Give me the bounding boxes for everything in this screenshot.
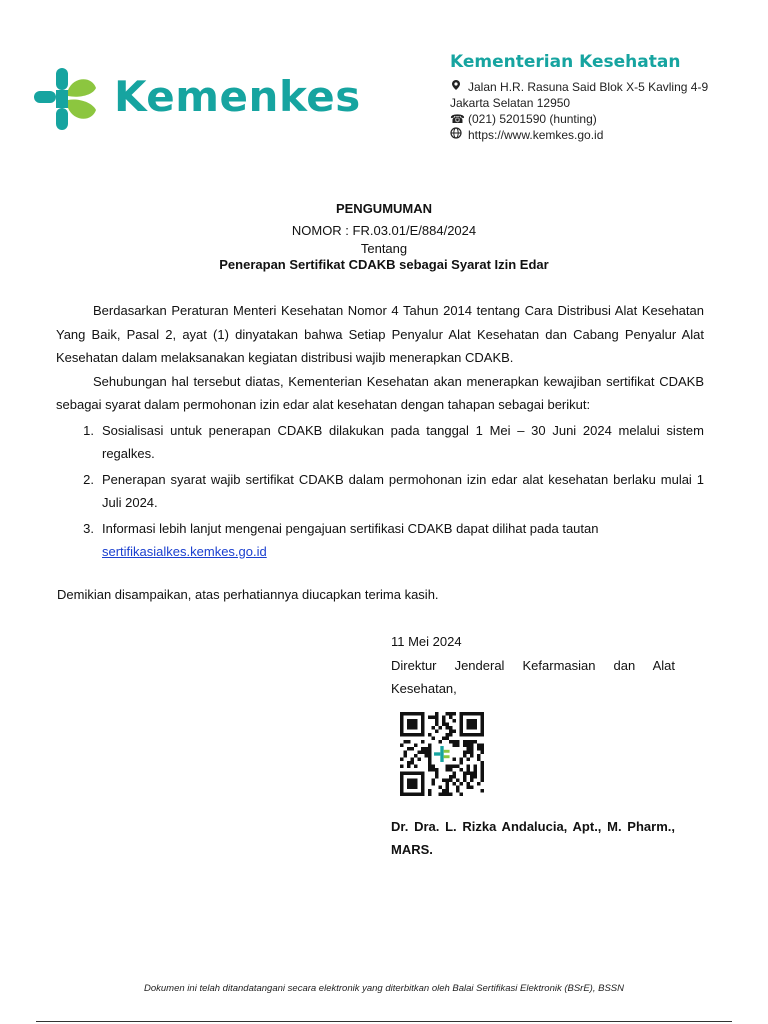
closing-statement: Demikian disampaikan, atas perhatiannya diucapkan terima kasih. — [57, 587, 439, 602]
letter-body — [56, 299, 704, 564]
address-line-2: Jakarta Selatan 12950 — [450, 96, 571, 110]
website-link[interactable]: https://www.kemkes.go.id — [468, 128, 604, 142]
list-item — [56, 419, 704, 466]
list-item — [56, 517, 704, 564]
kemenkes-logo — [34, 66, 361, 134]
steps-list — [56, 419, 704, 564]
phone-number: (021) 5201590 (hunting) — [468, 112, 597, 126]
footer-divider — [36, 1021, 732, 1022]
signature-date: 11 Mei 2024 — [391, 634, 462, 649]
list-number: 1. — [83, 422, 94, 438]
list-text: Informasi lebih lanjut mengenai pengajuan sertifikasi CDAKB dapat dilihat pada tautan — [102, 520, 599, 536]
phone-icon: ☎ — [450, 112, 465, 126]
announcement-number: NOMOR : FR.03.01/E/884/2024 — [291, 223, 477, 238]
list-text-with-link — [102, 517, 704, 564]
paragraph-2: Sehubungan hal tersebut diatas, Kementerian Kesehatan akan menerapkan kewajiban sertifikat CDAKB sebagai syarat dalam permohonan izin edar alat kesehatan dengan tahapan sebagai berikut: — [56, 373, 704, 412]
location-pin-icon — [450, 79, 468, 95]
announcement-title: PENGUMUMAN — [335, 201, 433, 216]
list-number: 3. — [83, 520, 94, 536]
qr-code-icon — [398, 712, 486, 796]
list-item — [56, 468, 704, 515]
brand-name: Kemenkes — [114, 72, 361, 121]
announcement-subject: Penerapan Sertifikat CDAKB sebagai Syarat Izin Edar — [219, 257, 549, 272]
website-row — [450, 127, 750, 143]
globe-icon — [450, 127, 468, 143]
electronic-signature-note: Dokumen ini telah ditandatangani secara elektronik yang diterbitkan oleh Balai Sertifikasi Elektronik (BSrE), BSSN — [144, 983, 624, 994]
registration-link[interactable]: sertifikasialkes.kemkes.go.id — [102, 544, 267, 559]
address-line-1: Jalan H.R. Rasuna Said Blok X-5 Kavling 4-9 — [468, 80, 709, 94]
phone-row — [450, 111, 750, 127]
list-text: Penerapan syarat wajib sertifikat CDAKB dalam permohonan izin edar alat kesehatan berlaku mulai 1 Juli 2024. — [102, 471, 704, 510]
announcement-about: Tentang — [360, 241, 408, 256]
address-row — [450, 79, 750, 95]
letterhead-contact — [450, 52, 750, 143]
signer-name: Dr. Dra. L. Rizka Andalucia, Apt., M. Pharm., MARS. — [391, 819, 675, 857]
list-text: Sosialisasi untuk penerapan CDAKB dilakukan pada tanggal 1 Mei – 30 Juni 2024 melalui sistem regalkes. — [102, 422, 704, 461]
list-number: 2. — [83, 471, 94, 487]
signature-role: Direktur Jenderal Kefarmasian dan Alat Kesehatan, — [391, 658, 675, 696]
kemenkes-logo-icon — [34, 66, 98, 132]
paragraph-1: Berdasarkan Peraturan Menteri Kesehatan Nomor 4 Tahun 2014 tentang Cara Distribusi Alat Kesehatan Yang Baik, Pasal 2, ayat (1) dinyatakan bahwa Setiap Penyalur Alat Kesehatan dan Cabang Penyalur Alat Kesehatan dalam melaksanakan kegiatan distribusi wajib menerapkan CDAKB. — [56, 303, 704, 365]
ministry-name: Kementerian Kesehatan — [450, 52, 681, 72]
